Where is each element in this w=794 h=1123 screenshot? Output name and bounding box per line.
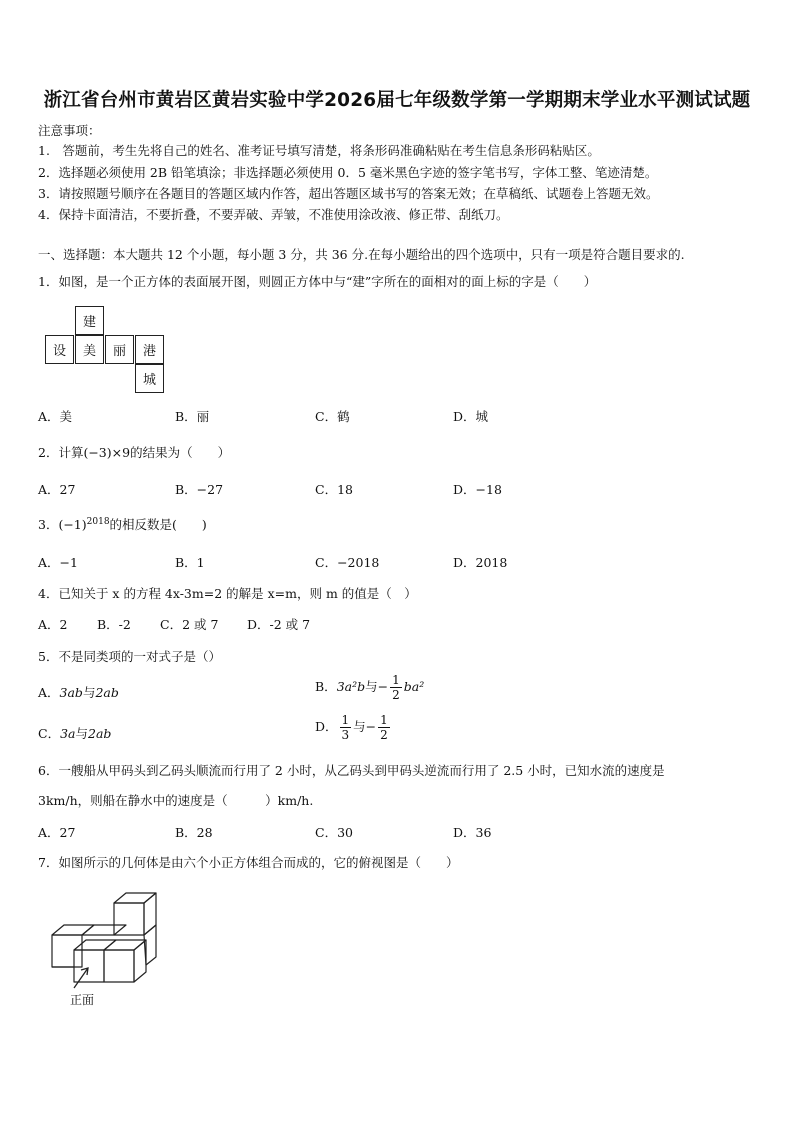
option-label: D． (315, 719, 338, 734)
option-c: C．18 (315, 482, 353, 497)
notice-heading: 注意事项： (38, 123, 101, 138)
question-1-stem: 1．如图，是一个正方体的表面展开图，则圆正方体中与“建”字所在的面相对的面上标的字是（ ） (38, 274, 597, 289)
question-3-stem (38, 515, 207, 533)
question-3-suffix: 的相反数是( ) (109, 517, 207, 532)
option-a (38, 683, 119, 701)
expression: 3a (60, 726, 76, 741)
question-2-expression: (−3)×9 (83, 445, 131, 460)
option-b: B．丽 (175, 409, 210, 424)
net-face: 港 (135, 335, 164, 364)
question-5-stem: 5．不是同类项的一对式子是（） (38, 649, 221, 664)
connector: 与 (75, 726, 88, 741)
option-d: D．城 (453, 409, 489, 424)
question-6-line2: 3km/h，则船在静水中的速度是（ ）km/h. (38, 793, 314, 808)
net-face: 丽 (105, 335, 134, 364)
question-3-base: (−1) (58, 517, 87, 532)
question-2-prefix: 2．计算 (38, 445, 84, 460)
net-face: 设 (45, 335, 74, 364)
option-b (315, 673, 424, 702)
connector: 与− (365, 679, 389, 694)
numerator: 1 (341, 713, 350, 727)
option-d: D．−18 (453, 482, 502, 497)
option-c (38, 724, 111, 742)
question-2-suffix: 的结果为（ ） (130, 445, 231, 460)
net-face: 美 (75, 335, 104, 364)
fraction (340, 713, 352, 742)
denominator: 2 (392, 688, 400, 702)
fraction (390, 673, 402, 702)
option-d: D．-2 或 7 (247, 617, 311, 632)
fraction (378, 713, 390, 742)
option-a: A．27 (38, 825, 76, 840)
option-a: A．−1 (38, 555, 78, 570)
denominator: 2 (380, 728, 388, 742)
option-b: B．1 (175, 555, 205, 570)
question-4-stem: 4．已知关于 x 的方程 4x-3m=2 的解是 x=m，则 m 的值是（ ） (38, 586, 417, 601)
question-2-stem (38, 443, 230, 461)
connector: 与− (353, 719, 377, 734)
net-face-top: 建 (75, 306, 104, 335)
option-a: A．27 (38, 482, 76, 497)
page-title: 浙江省台州市黄岩区黄岩实验中学2026届七年级数学第一学期期末学业水平测试试题 (43, 90, 751, 111)
expression: 2ab (95, 685, 119, 700)
expression: 3ab (59, 685, 83, 700)
expression: 3a²b (336, 679, 366, 694)
option-c: C．−2018 (315, 555, 380, 570)
option-d: D．2018 (453, 555, 508, 570)
connector: 与 (82, 685, 96, 700)
option-a: A．美 (38, 409, 73, 424)
figure-front-label: 正面 (70, 993, 95, 1007)
option-d: D．36 (453, 825, 492, 840)
option-b: B．28 (175, 825, 213, 840)
expression: ba² (403, 679, 425, 694)
option-a: A．2 (38, 617, 68, 632)
notice-item: 3．请按照题号顺序在各题目的答题区域内作答，超出答题区域书写的答案无效；在草稿纸、试题卷上答题无效。 (38, 186, 659, 201)
denominator: 3 (341, 728, 350, 742)
expression: 2ab (88, 726, 112, 741)
option-label: B． (315, 679, 337, 694)
question-3-exponent: 2018 (86, 516, 110, 527)
question-6-line1: 6．一艘船从甲码头到乙码头顺流而行用了 2 小时，从乙码头到甲码头逆流而行用了 2.5 小时，已知水流的速度是 (38, 763, 665, 778)
option-c: C．30 (315, 825, 353, 840)
option-label: C． (38, 726, 61, 741)
numerator: 1 (392, 673, 400, 687)
notice-item: 1. 答题前，考生先将自己的姓名、准考证号填写清楚，将条形码准确粘贴在考生信息条形码粘贴区。 (38, 143, 600, 158)
option-b: B．−27 (175, 482, 224, 497)
notice-item: 4．保持卡面清洁，不要折叠，不要弄破、弄皱，不准使用涂改液、修正带、刮纸刀。 (38, 207, 509, 222)
section-heading: 一、选择题：本大题共 12 个小题，每小题 3 分，共 36 分.在每小题给出的四个选项中，只有一项是符合题目要求的. (38, 247, 685, 262)
question-7-stem: 7．如图所示的几何体是由六个小正方体组合而成的，它的俯视图是（ ） (38, 855, 459, 870)
net-face-bottom: 城 (135, 364, 164, 393)
numerator: 1 (380, 713, 388, 727)
option-d (315, 713, 392, 742)
question-3-prefix: 3． (38, 517, 59, 532)
option-label: A． (38, 685, 60, 700)
notice-item: 2．选择题必须使用 2B 铅笔填涂；非选择题必须使用 0．5 毫米黑色字迹的签字笔书写，字体工整、笔迹清楚。 (38, 165, 658, 180)
cube-net-figure (45, 306, 165, 394)
option-c: C．鹤 (315, 409, 350, 424)
option-c: C．2 或 7 (160, 617, 219, 632)
cube-assembly-figure (44, 888, 174, 1018)
option-b: B．-2 (97, 617, 131, 632)
